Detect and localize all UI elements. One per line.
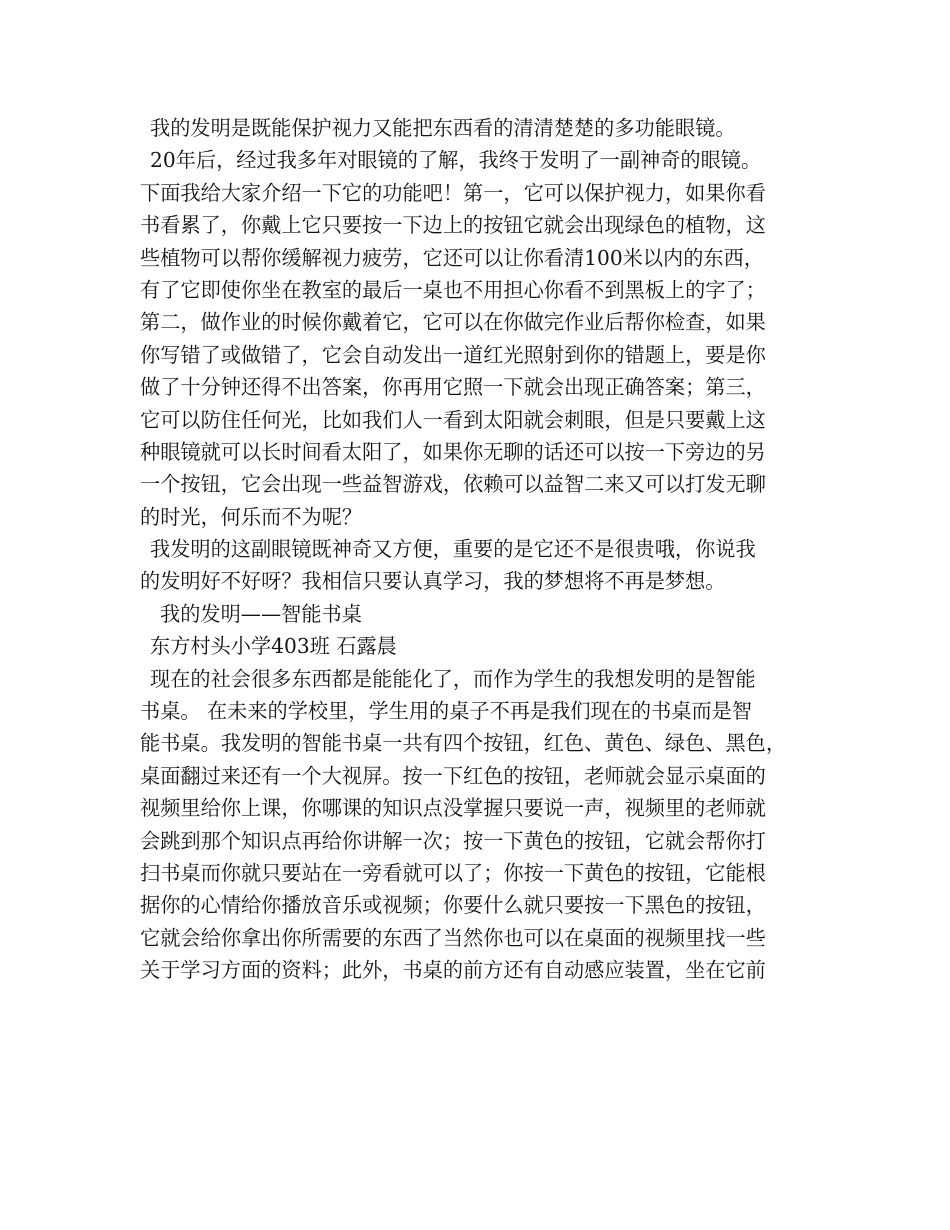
author-line: 东方村头小学403班 石露晨 [150, 634, 397, 659]
text-line: 我的发明是既能保护视力又能把东西看的清清楚楚的多功能眼镜。 [150, 116, 736, 140]
text-line: 做了十分钟还得不出答案，你再用它照一下就会出现正确答案；第三， [140, 375, 766, 400]
text-line: 的发明好不好呀？我相信只要认真学习，我的梦想将不再是梦想。 [140, 569, 726, 594]
text-line: 能书桌。我发明的智能书桌一共有四个按钮，红色、黄色、绿色、黑色， [140, 731, 787, 756]
text-line: 的时光，何乐而不为呢？ [140, 504, 363, 529]
document-body [140, 112, 830, 987]
text-line: 种眼镜就可以长时间看太阳了，如果你无聊的话还可以按一下旁边的另 [140, 439, 766, 464]
text-line: 扫书桌而你就只要站在一旁看就可以了；你按一下黄色的按钮，它能根 [140, 860, 766, 885]
text-line: 现在的社会很多东西都是能能化了，而作为学生的我想发明的是智能 [150, 666, 756, 691]
text-line: 一个按钮，它会出现一些益智游戏，依赖可以益智二来又可以打发无聊 [140, 472, 766, 497]
text-line: 有了它即使你坐在教室的最后一桌也不用担心你看不到黑板上的字了； [140, 277, 766, 302]
text-line: 它可以防住任何光，比如我们人一看到太阳就会刺眼，但是只要戴上这 [140, 407, 766, 432]
article-title: 我的发明——智能书桌 [160, 601, 362, 626]
text-line: 第二，做作业的时候你戴着它，它可以在你做完作业后帮你检查，如果 [140, 310, 766, 335]
text-line: 下面我给大家介绍一下它的功能吧！第一，它可以保护视力，如果你看 [140, 180, 766, 205]
text-line: 你写错了或做错了，它会自动发出一道红光照射到你的错题上，要是你 [140, 342, 766, 367]
text-line: 桌面翻过来还有一个大视屏。按一下红色的按钮，老师就会显示桌面的 [140, 763, 766, 788]
text-line: 书桌。 在未来的学校里，学生用的桌子不再是我们现在的书桌而是智 [140, 699, 753, 724]
text-line: 20年后，经过我多年对眼镜的了解，我终于发明了一副神奇的眼镜。 [150, 148, 762, 173]
text-line: 视频里给你上课，你哪课的知识点没掌握只要说一声，视频里的老师就 [140, 796, 766, 821]
text-line: 我发明的这副眼镜既神奇又方便，重要的是它还不是很贵哦，你说我 [150, 537, 756, 562]
text-line: 些植物可以帮你缓解视力疲劳，它还可以让你看清100米以内的东西， [140, 245, 764, 270]
text-line: 书看累了，你戴上它只要按一下边上的按钮它就会出现绿色的植物，这 [140, 213, 766, 238]
text-line: 关于学习方面的资料；此外，书桌的前方还有自动感应装置，坐在它前 [140, 958, 766, 983]
text-line: 会跳到那个知识点再给你讲解一次；按一下黄色的按钮，它就会帮你打 [140, 828, 766, 853]
text-line: 它就会给你拿出你所需要的东西了当然你也可以在桌面的视频里找一些 [140, 925, 766, 950]
text-line: 据你的心情给你播放音乐或视频；你要什么就只要按一下黑色的按钮， [140, 893, 766, 918]
